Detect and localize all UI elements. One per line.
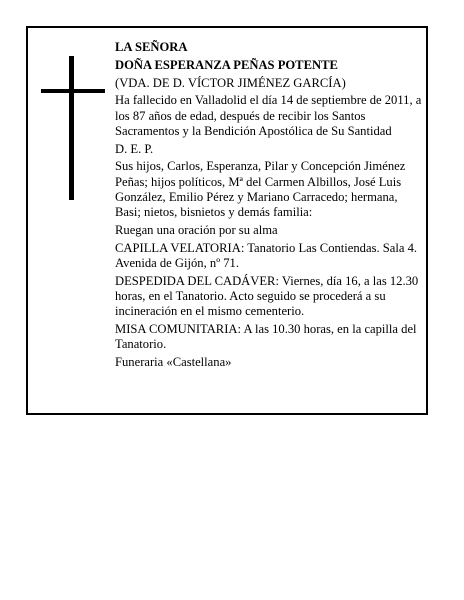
- cross-icon: [41, 56, 105, 200]
- family-paragraph: Sus hijos, Carlos, Esperanza, Pilar y Concepción Jiménez Peñas; hijos políticos, Mª del Carmen Albillos, José Luis González, Emilio Pérez y Mariano Carracedo; hermana, Basi; nietos, bisnietos y demás familia:: [115, 159, 406, 219]
- cross-horizontal-bar: [41, 89, 105, 93]
- deceased-name: DOÑA ESPERANZA PEÑAS POTENTE: [115, 57, 338, 72]
- cross-vertical-bar: [69, 56, 74, 200]
- farewell-info: DESPEDIDA DEL CADÁVER: Viernes, día 16, a las 12.30 horas, en el Tanatorio. Acto seguido se procederá a su incineración en el mismo cementerio.: [115, 273, 419, 318]
- rip-line: D. E. P.: [115, 141, 154, 156]
- obituary-notice: [26, 26, 428, 415]
- funeral-home: Funeraria «Castellana»: [115, 354, 232, 369]
- notice-text: [115, 40, 423, 373]
- widow-line: (VDA. DE D. VÍCTOR JIMÉNEZ GARCÍA): [115, 75, 346, 90]
- prayer-request: Ruegan una oración por su alma: [115, 222, 278, 237]
- death-paragraph: Ha fallecido en Valladolid el día 14 de septiembre de 2011, a los 87 años de edad, después de recibir los Santos Sacramentos y la Bendición Apostólica de Su Santidad: [115, 93, 422, 138]
- mass-info: MISA COMUNITARIA: A las 10.30 horas, en la capilla del Tanatorio.: [115, 321, 417, 351]
- chapel-info: CAPILLA VELATORIA: Tanatorio Las Contiendas. Sala 4. Avenida de Gijón, nº 71.: [115, 240, 418, 270]
- notice-heading-title: LA SEÑORA: [115, 40, 188, 54]
